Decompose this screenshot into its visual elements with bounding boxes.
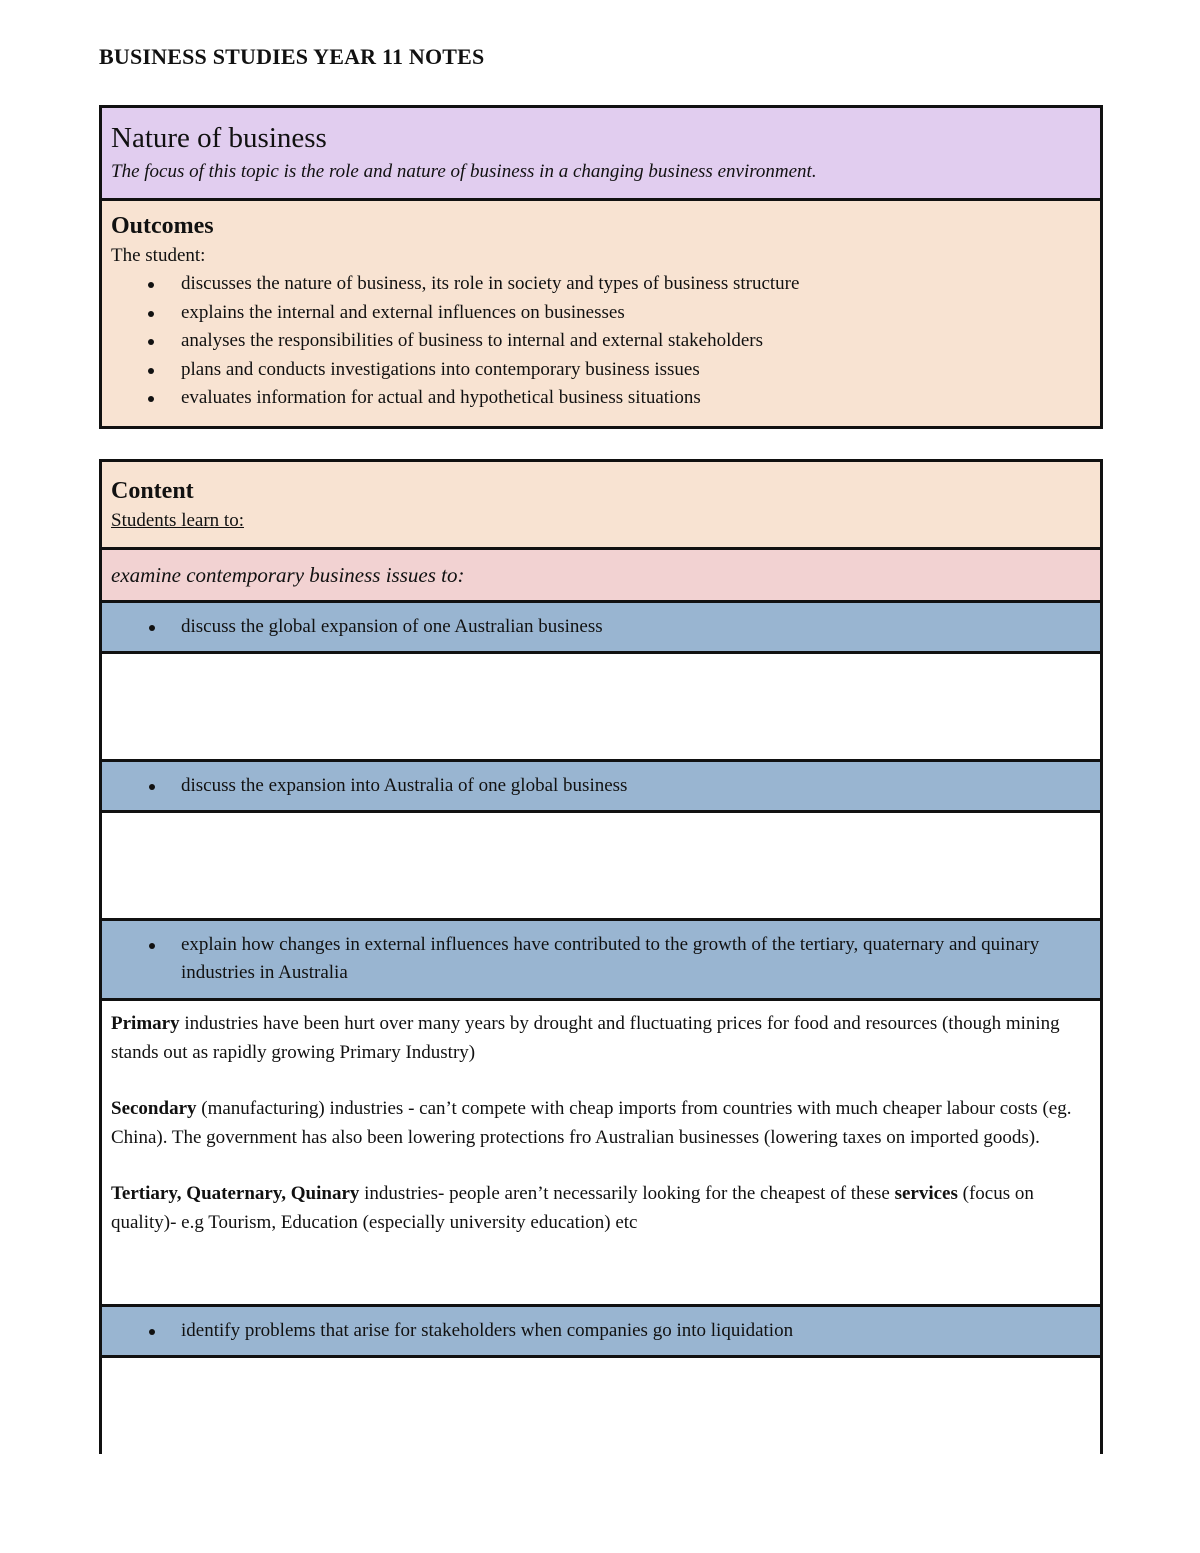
instruction-text: examine contemporary business issues to: bbox=[111, 563, 465, 587]
content-header bbox=[102, 462, 1100, 550]
content-point bbox=[102, 1307, 1100, 1358]
bullet-icon bbox=[148, 311, 154, 317]
topic-description: The focus of this topic is the role and nature of business in a changing business environment. bbox=[111, 161, 817, 182]
bullet-icon bbox=[148, 282, 154, 288]
bullet-icon bbox=[149, 943, 155, 949]
bullet-icon bbox=[148, 368, 154, 374]
note-primary: Primary industries have been hurt over many years by drought and fluctuating prices for food and resources (though mining stands out as rapidly growing Primary Industry) bbox=[111, 1013, 1060, 1063]
content-heading: Content bbox=[111, 478, 194, 504]
outcome-item: explains the internal and external influences on businesses bbox=[111, 299, 1091, 328]
content-box bbox=[99, 459, 1103, 1454]
content-point-text: discuss the global expansion of one Australian business bbox=[181, 616, 603, 637]
outcomes-intro: The student: bbox=[111, 245, 206, 266]
outcome-item: discusses the nature of business, its role in society and types of business structure bbox=[111, 270, 1091, 299]
note-secondary: Secondary (manufacturing) industries - can’t compete with cheap imports from countries with much cheaper labour costs (eg. China). The government has also been lowering protections fro Australian businesses (lowering taxes on imported goods). bbox=[111, 1098, 1072, 1148]
outcomes-list bbox=[111, 270, 1091, 413]
notes-blank-area[interactable] bbox=[102, 654, 1100, 762]
notes-blank-area[interactable] bbox=[102, 1358, 1100, 1462]
notes-blank-area[interactable] bbox=[102, 813, 1100, 921]
bullet-icon bbox=[148, 339, 154, 345]
outcome-item: analyses the responsibilities of business to internal and external stakeholders bbox=[111, 327, 1091, 356]
topic-overview-box bbox=[99, 105, 1103, 429]
content-point-text: discuss the expansion into Australia of one global business bbox=[181, 775, 628, 796]
content-subheading: Students learn to: bbox=[111, 510, 244, 531]
content-point bbox=[102, 921, 1100, 1001]
topic-header bbox=[102, 108, 1100, 201]
content-point bbox=[102, 603, 1100, 654]
bullet-icon bbox=[149, 625, 155, 631]
note-tertiary: Tertiary, Quaternary, Quinary industries- people aren’t necessarily looking for the cheapest of these services (focus on quality)- e.g Tourism, Education (especially university education) etc bbox=[111, 1183, 1034, 1233]
bullet-icon bbox=[148, 396, 154, 402]
notes-area[interactable] bbox=[102, 1001, 1100, 1307]
content-point-text: explain how changes in external influences have contributed to the growth of the tertiary, quaternary and quinary industries in Australia bbox=[181, 934, 1040, 983]
outcomes-heading: Outcomes bbox=[111, 213, 214, 239]
bullet-icon bbox=[149, 1329, 155, 1335]
outcome-item: evaluates information for actual and hypothetical business situations bbox=[111, 384, 1091, 413]
outcomes-section bbox=[102, 201, 1100, 426]
content-point bbox=[102, 762, 1100, 813]
content-instruction bbox=[102, 550, 1100, 603]
content-point-text: identify problems that arise for stakeholders when companies go into liquidation bbox=[181, 1320, 794, 1341]
document-title: BUSINESS STUDIES YEAR 11 NOTES bbox=[99, 44, 485, 69]
topic-title: Nature of business bbox=[111, 122, 327, 154]
bullet-icon bbox=[149, 784, 155, 790]
outcome-item: plans and conducts investigations into contemporary business issues bbox=[111, 356, 1091, 385]
